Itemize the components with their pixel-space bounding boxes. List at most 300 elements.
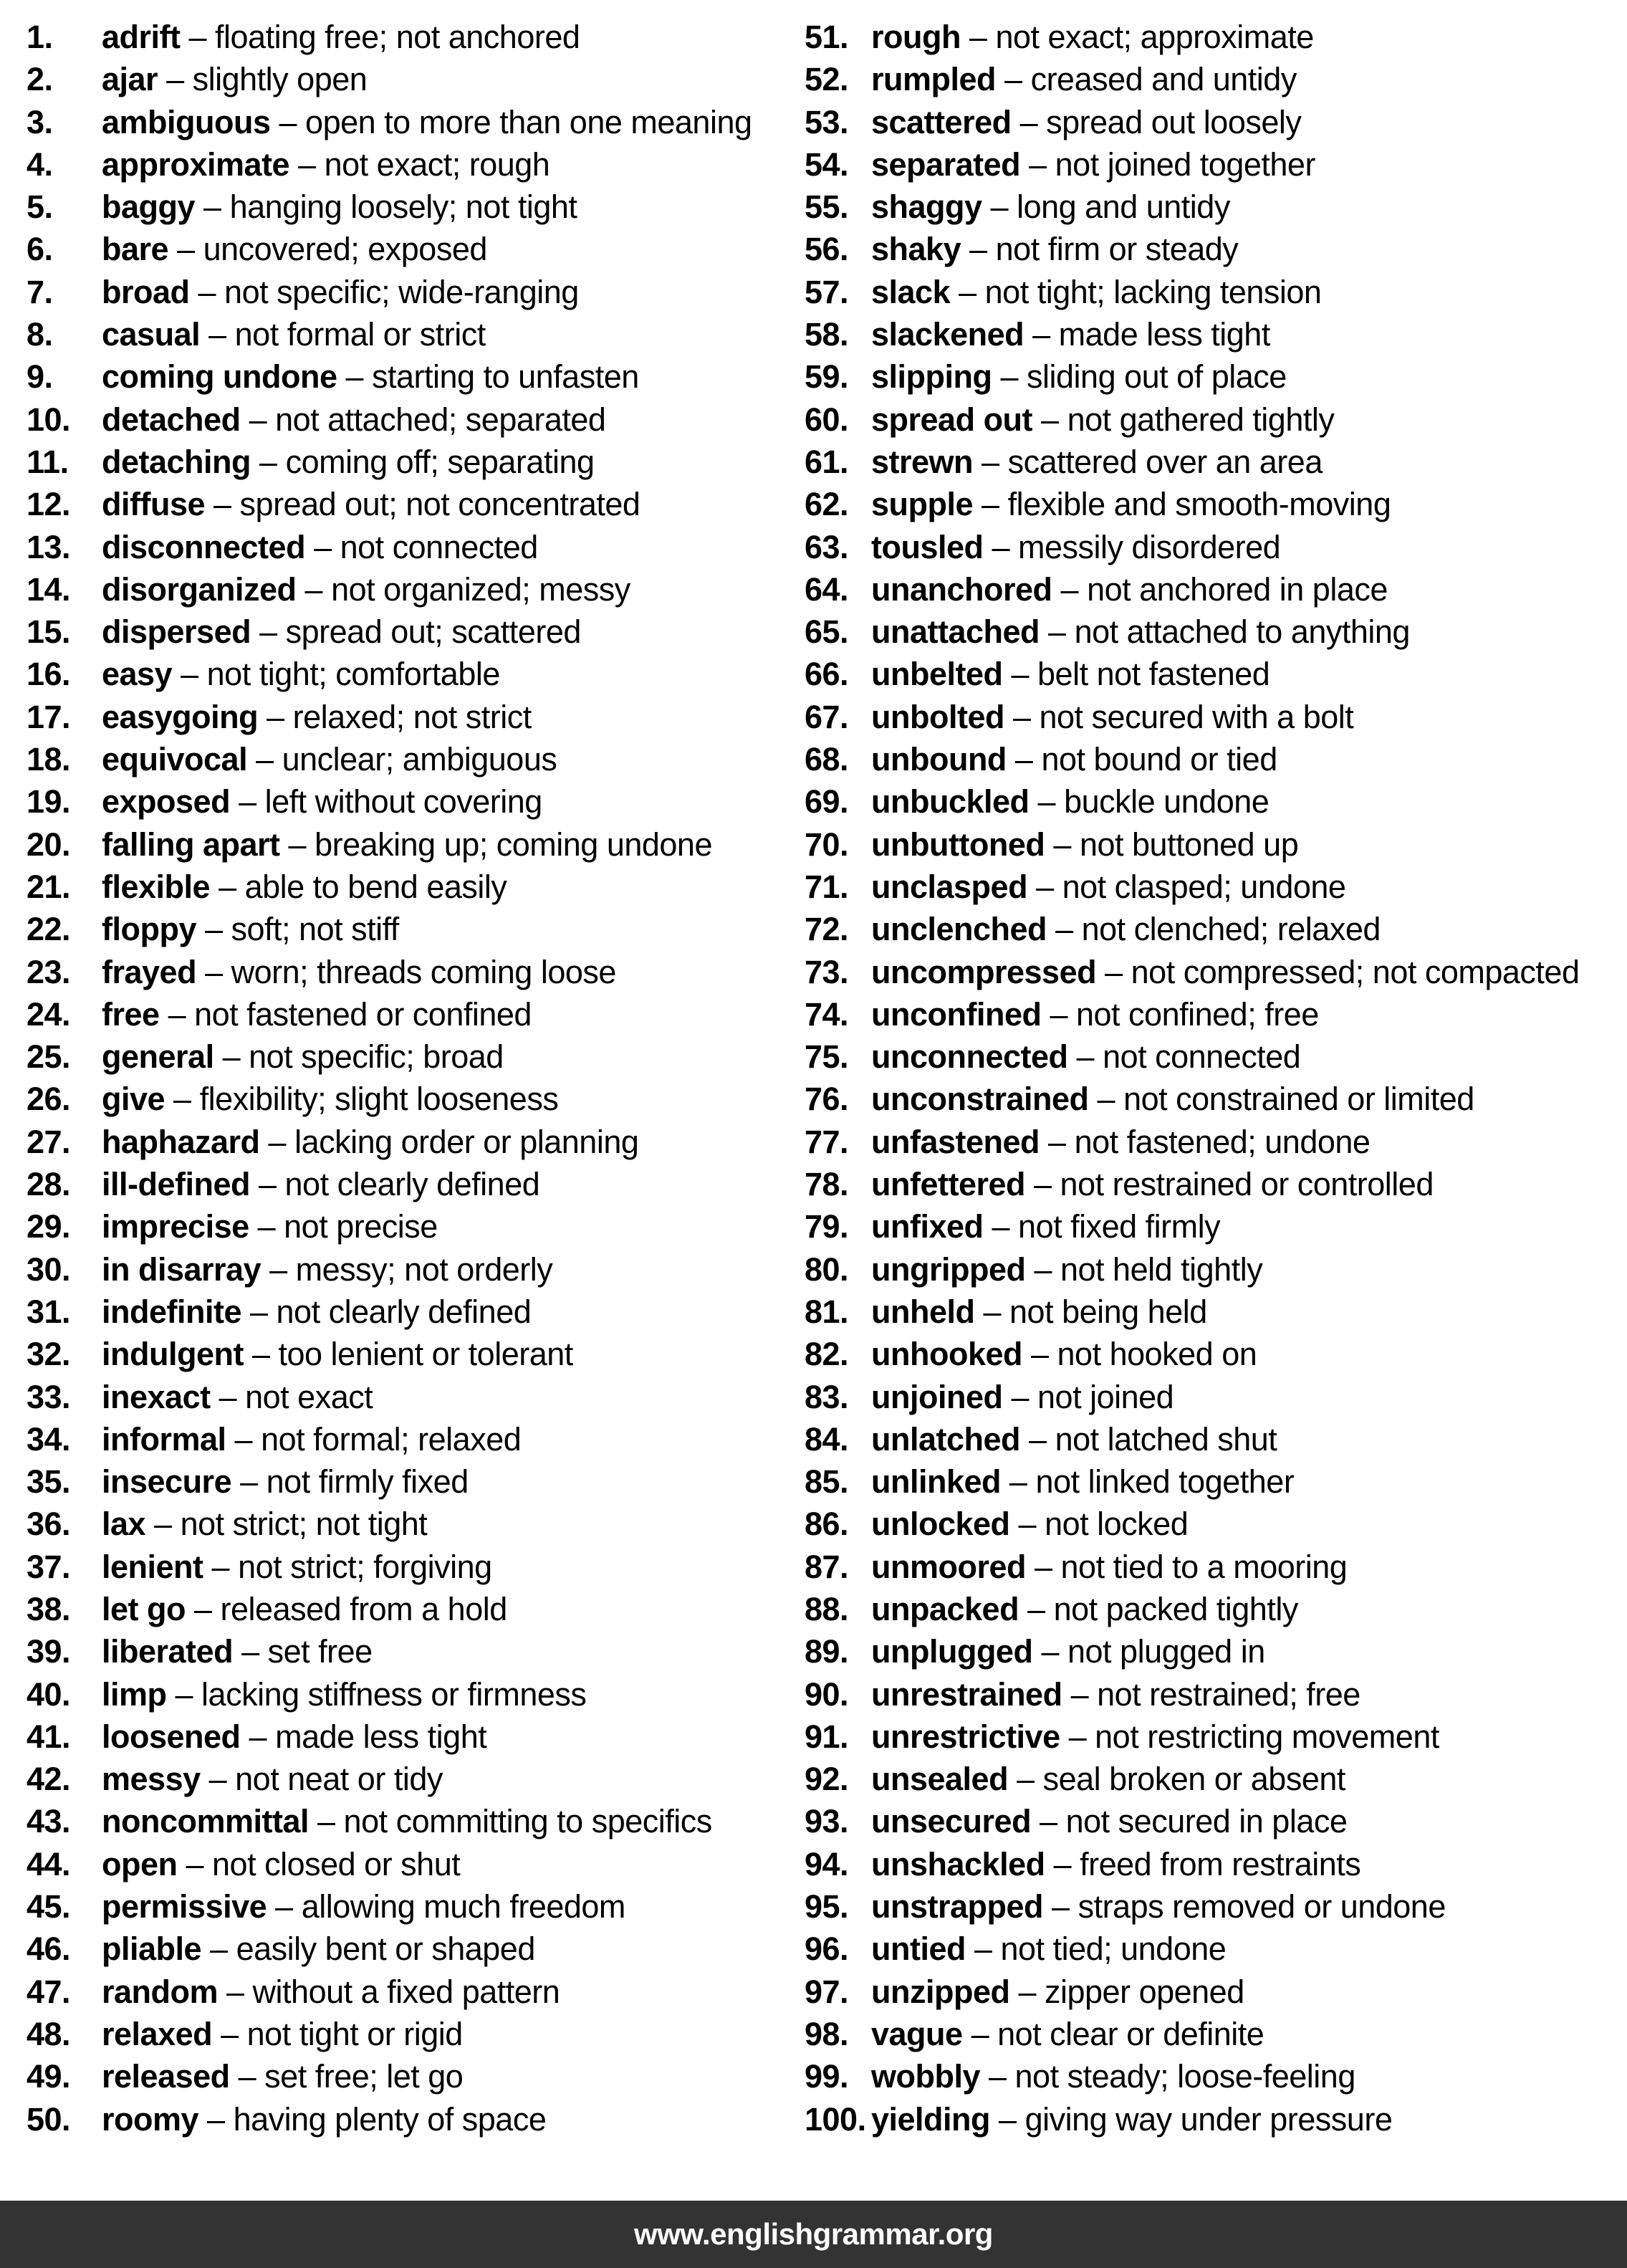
list-item [805,908,1627,950]
list-item [27,1035,779,1078]
item-number: 13. [27,528,71,565]
list-item [805,1418,1627,1460]
item-text [102,1546,492,1588]
list-item [27,1418,779,1460]
item-text [102,1885,625,1928]
item-term: approximate [102,145,290,183]
item-definition: – not committing to specifics [309,1803,712,1840]
item-term: ungripped [871,1250,1026,1288]
item-number: 99. [805,2058,849,2095]
item-definition: – able to bend easily [210,868,507,905]
item-number: 80. [805,1250,849,1288]
list-item [805,2098,1627,2140]
list-item [27,398,779,441]
item-text [102,483,640,525]
item-number: 93. [805,1803,849,1840]
item-text [871,271,1321,313]
item-term: ajar [102,61,158,98]
item-definition: – not bound or tied [1006,741,1277,778]
item-definition: – sliding out of place [992,358,1287,396]
list-item [805,780,1627,823]
item-number: 58. [805,316,849,353]
item-term: inexact [102,1378,211,1415]
item-term: unhooked [871,1336,1022,1373]
list-item [805,1546,1627,1588]
list-item [27,1205,779,1248]
list-item [805,611,1627,653]
item-term: informal [102,1420,226,1458]
list-item [805,653,1627,695]
item-number: 41. [27,1718,71,1755]
item-text [871,1758,1345,1800]
item-definition: – not specific; wide-ranging [189,273,579,310]
item-term: rough [871,19,961,55]
item-number: 54. [805,145,849,183]
item-term: unlatched [871,1420,1021,1458]
item-term: open [102,1845,178,1882]
column-1 [0,16,779,2140]
item-number: 77. [805,1123,849,1160]
item-definition: – not firmly fixed [231,1463,469,1501]
item-definition: – not being held [974,1293,1207,1330]
item-definition: – set free; let go [229,2058,464,2095]
item-definition: – long and untidy [982,188,1230,226]
item-text [871,780,1269,823]
list-item [27,696,779,738]
item-term: unrestrictive [871,1718,1060,1755]
item-text [871,1588,1298,1630]
item-number: 75. [805,1038,849,1076]
item-text [871,696,1353,738]
item-definition: – having plenty of space [198,2100,547,2138]
list-item [805,271,1627,313]
item-term: roomy [102,2100,199,2138]
item-definition: – set free [233,1633,373,1670]
item-definition: – not exact; rough [289,145,550,183]
item-number: 64. [805,570,849,608]
item-definition: – not restrained; free [1062,1675,1360,1713]
item-term: wobbly [871,2058,980,2095]
list-item [805,1716,1627,1758]
item-definition: – seal broken or absent [1008,1761,1345,1798]
item-number: 11. [27,443,69,480]
item-number: 49. [27,2058,71,2095]
list-item [27,228,779,270]
item-definition: – not anchored in place [1052,570,1388,608]
item-number: 98. [805,2015,849,2052]
item-definition: – not secured in place [1031,1803,1348,1840]
item-term: shaky [871,231,961,268]
item-text [871,526,1280,568]
item-text [102,1758,443,1800]
item-definition: – not neat or tidy [200,1761,443,1798]
list-item [805,398,1627,441]
list-item [805,1800,1627,1842]
list-item [27,16,779,58]
list-item [27,738,779,780]
item-definition: – too lenient or tolerant [243,1336,573,1373]
list-item [805,441,1627,483]
list-item [27,1758,779,1800]
item-definition: – not constrained or limited [1088,1081,1474,1118]
item-term: free [102,995,160,1033]
item-text [871,1078,1474,1120]
item-number: 83. [805,1378,849,1415]
item-number: 96. [805,1930,849,1968]
item-number: 56. [805,231,849,268]
item-definition: – not restrained or controlled [1025,1166,1434,1203]
item-number: 84. [805,1420,849,1458]
item-number: 37. [27,1548,71,1585]
item-term: flexible [102,868,211,905]
item-definition: – not locked [1009,1506,1189,1543]
item-text [871,483,1391,525]
item-term: unbolted [871,698,1004,735]
list-item [805,866,1627,908]
list-item [27,823,779,866]
item-text [871,398,1334,441]
item-text [871,1673,1360,1716]
item-text [102,1503,427,1545]
item-term: disorganized [102,570,297,608]
item-term: unsecured [871,1803,1032,1840]
list-item [27,951,779,993]
item-term: unshackled [871,1845,1045,1882]
item-term: permissive [102,1888,267,1925]
list-item [805,1885,1627,1928]
list-item [27,1078,779,1120]
item-definition: – not clasped; undone [1027,868,1346,905]
item-definition: – starting to unfasten [337,358,639,396]
item-definition: – unclear; ambiguous [247,741,557,778]
item-text [871,1546,1347,1588]
item-text [102,1248,552,1291]
item-text [871,1163,1434,1205]
item-term: unmoored [871,1548,1026,1585]
item-text [102,1163,539,1205]
list-item [805,1673,1627,1716]
item-definition: – not compressed; not compacted [1096,953,1580,990]
item-text [102,568,630,611]
item-term: untied [871,1930,966,1968]
list-item [27,1333,779,1375]
item-term: slack [871,273,951,310]
item-text [871,1716,1439,1758]
item-text [871,866,1345,908]
item-definition: – not exact; approximate [960,19,1314,55]
item-number: 34. [27,1420,71,1458]
list-item [805,738,1627,780]
item-term: bare [102,231,169,268]
list-item [805,1758,1627,1800]
item-definition: – not formal or strict [200,316,486,353]
item-term: slipping [871,358,992,396]
item-text [102,1673,586,1716]
list-item [805,526,1627,568]
item-number: 43. [27,1803,71,1840]
item-number: 27. [27,1123,71,1160]
item-text [871,568,1388,611]
item-term: yielding [871,2100,991,2138]
item-number: 4. [27,145,53,183]
list-item [805,2055,1627,2097]
list-item [805,823,1627,866]
item-text [102,696,532,738]
list-item [805,313,1627,355]
item-term: unclasped [871,868,1028,905]
item-text [102,186,577,228]
item-term: give [102,1081,165,1118]
item-number: 22. [27,911,71,948]
item-text [871,313,1270,355]
item-number: 14. [27,570,71,608]
item-term: general [102,1038,214,1076]
list-item [805,143,1627,186]
list-item [27,441,779,483]
list-item [805,1630,1627,1673]
list-item [27,1460,779,1503]
list-item [805,1503,1627,1545]
item-definition: – not fixed firmly [983,1208,1221,1245]
item-number: 21. [27,868,71,905]
item-definition: – not linked together [1001,1463,1295,1501]
item-definition: – worn; threads coming loose [196,953,616,990]
item-definition: – messily disordered [983,528,1281,565]
item-text [871,58,1297,100]
list-item [805,1121,1627,1163]
item-number: 12. [27,486,71,523]
item-definition: – not latched shut [1020,1420,1277,1458]
item-term: random [102,1973,219,2010]
list-item [27,483,779,525]
item-text [102,611,581,653]
item-number: 28. [27,1166,71,1203]
item-text [102,313,486,355]
item-term: tousled [871,528,984,565]
item-text [102,1418,521,1460]
item-number: 9. [27,358,53,396]
list-item [27,568,779,611]
item-term: unlocked [871,1506,1010,1543]
list-item [27,1843,779,1885]
item-number: 3. [27,103,53,140]
item-definition: – soft; not stiff [196,911,399,948]
item-number: 73. [805,953,849,990]
item-term: dispersed [102,613,251,651]
item-text [871,1333,1257,1375]
item-text [102,1460,469,1503]
item-term: unbuttoned [871,826,1045,863]
item-number: 25. [27,1038,71,1076]
item-definition: – messy; not orderly [261,1250,553,1288]
item-definition: – spread out; scattered [251,613,581,651]
list-item [805,16,1627,58]
item-text [871,653,1270,695]
item-text [102,1716,486,1758]
item-number: 94. [805,1845,849,1882]
item-text [871,143,1315,186]
item-term: unstrapped [871,1888,1044,1925]
item-definition: – open to more than one meaning [270,103,752,140]
item-definition: – coming off; separating [251,443,595,480]
item-term: unbound [871,741,1007,778]
item-definition: – not firm or steady [961,231,1239,268]
list-item [27,101,779,143]
item-number: 62. [805,486,849,523]
item-number: 42. [27,1761,71,1798]
list-item [27,2098,779,2140]
item-number: 55. [805,188,849,226]
item-definition: – lacking stiffness or firmness [166,1675,587,1713]
item-text [102,738,557,780]
item-term: rumpled [871,61,997,98]
item-text [871,1460,1294,1503]
item-number: 90. [805,1675,849,1713]
list-item [805,951,1627,993]
item-definition: – uncovered; exposed [168,231,487,268]
list-item [805,1588,1627,1630]
item-number: 15. [27,613,71,651]
item-number: 51. [805,19,849,55]
item-term: casual [102,316,201,353]
list-item [27,1121,779,1163]
item-text [102,355,639,398]
item-definition: – left without covering [230,783,542,820]
list-item [27,1971,779,2013]
item-term: unconnected [871,1038,1068,1076]
item-number: 36. [27,1506,71,1543]
item-text [102,1035,504,1078]
item-term: messy [102,1761,201,1798]
item-number: 26. [27,1081,71,1118]
list-item [27,1546,779,1588]
item-text [871,1971,1244,2013]
list-item [27,1716,779,1758]
item-definition: – scattered over an area [973,443,1323,480]
item-text [871,1843,1360,1885]
item-definition: – allowing much freedom [267,1888,625,1925]
item-term: unconfined [871,995,1042,1033]
item-definition: – not tight or rigid [212,2015,463,2052]
item-term: lax [102,1506,146,1543]
item-text [102,228,487,270]
item-text [871,2013,1264,2055]
item-definition: – not steady; loose-feeling [980,2058,1355,2095]
item-term: unbuckled [871,783,1030,820]
item-text [871,908,1381,950]
list-item [27,1163,779,1205]
item-term: unfettered [871,1166,1026,1203]
item-text [102,1800,712,1842]
item-number: 66. [805,656,849,693]
item-text [102,1205,438,1248]
item-definition: – not attached; separated [240,401,606,438]
item-term: easy [102,656,173,693]
item-definition: – without a fixed pattern [218,1973,560,2010]
item-text [102,1843,460,1885]
item-text [102,1928,535,1970]
item-text [102,398,605,441]
item-number: 65. [805,613,849,651]
item-text [871,2098,1392,2140]
list-item [27,1885,779,1928]
item-definition: – not clear or definite [962,2015,1264,2052]
item-term: indulgent [102,1336,244,1373]
item-definition: – not precise [249,1208,438,1245]
item-term: spread out [871,401,1033,438]
item-text [102,780,542,823]
item-number: 52. [805,61,849,98]
item-number: 35. [27,1463,71,1501]
item-definition: – hanging loosely; not tight [195,188,577,226]
item-term: floppy [102,911,196,948]
item-number: 8. [27,316,53,353]
list-item [27,993,779,1035]
item-number: 91. [805,1718,849,1755]
item-definition: – not gathered tightly [1032,401,1335,438]
list-item [27,653,779,695]
item-definition: – freed from restraints [1045,1845,1361,1882]
item-definition: – not fastened or confined [159,995,532,1033]
item-number: 92. [805,1761,849,1798]
item-number: 18. [27,741,71,778]
item-number: 48. [27,2015,71,2052]
item-number: 24. [27,995,71,1033]
item-definition: – not hooked on [1022,1336,1257,1373]
item-definition: – flexible and smooth-moving [973,486,1391,523]
item-term: unplugged [871,1633,1033,1670]
item-term: diffuse [102,486,206,523]
item-term: unrestrained [871,1675,1062,1713]
item-number: 31. [27,1293,71,1330]
website-url: www.englishgrammar.org [634,2217,993,2251]
item-text [102,2055,463,2097]
item-text [871,823,1298,866]
item-term: haphazard [102,1123,260,1160]
item-definition: – not attached to anything [1040,613,1410,651]
item-term: unbelted [871,656,1003,693]
item-text [871,186,1230,228]
item-definition: – made less tight [240,1718,487,1755]
item-term: noncommittal [102,1803,309,1840]
item-term: detaching [102,443,251,480]
item-definition: – not secured with a bolt [1004,698,1354,735]
item-number: 2. [27,61,53,98]
item-text [102,823,712,866]
item-number: 44. [27,1845,71,1882]
item-term: unjoined [871,1378,1003,1415]
item-text [871,1503,1188,1545]
item-text [871,1121,1370,1163]
list-item [27,611,779,653]
item-text [102,1376,373,1418]
list-item [27,2055,779,2097]
item-term: slackened [871,316,1024,353]
item-term: unheld [871,1293,975,1330]
item-text [871,993,1319,1035]
list-item [805,1460,1627,1503]
list-item [805,186,1627,228]
item-definition: – giving way under pressure [990,2100,1393,2138]
item-number: 17. [27,698,71,735]
list-item [27,1503,779,1545]
list-item [805,1971,1627,2013]
item-text [871,611,1410,653]
item-definition: – not restricting movement [1060,1718,1439,1755]
item-number: 67. [805,698,849,735]
item-number: 59. [805,358,849,396]
item-term: detached [102,401,241,438]
